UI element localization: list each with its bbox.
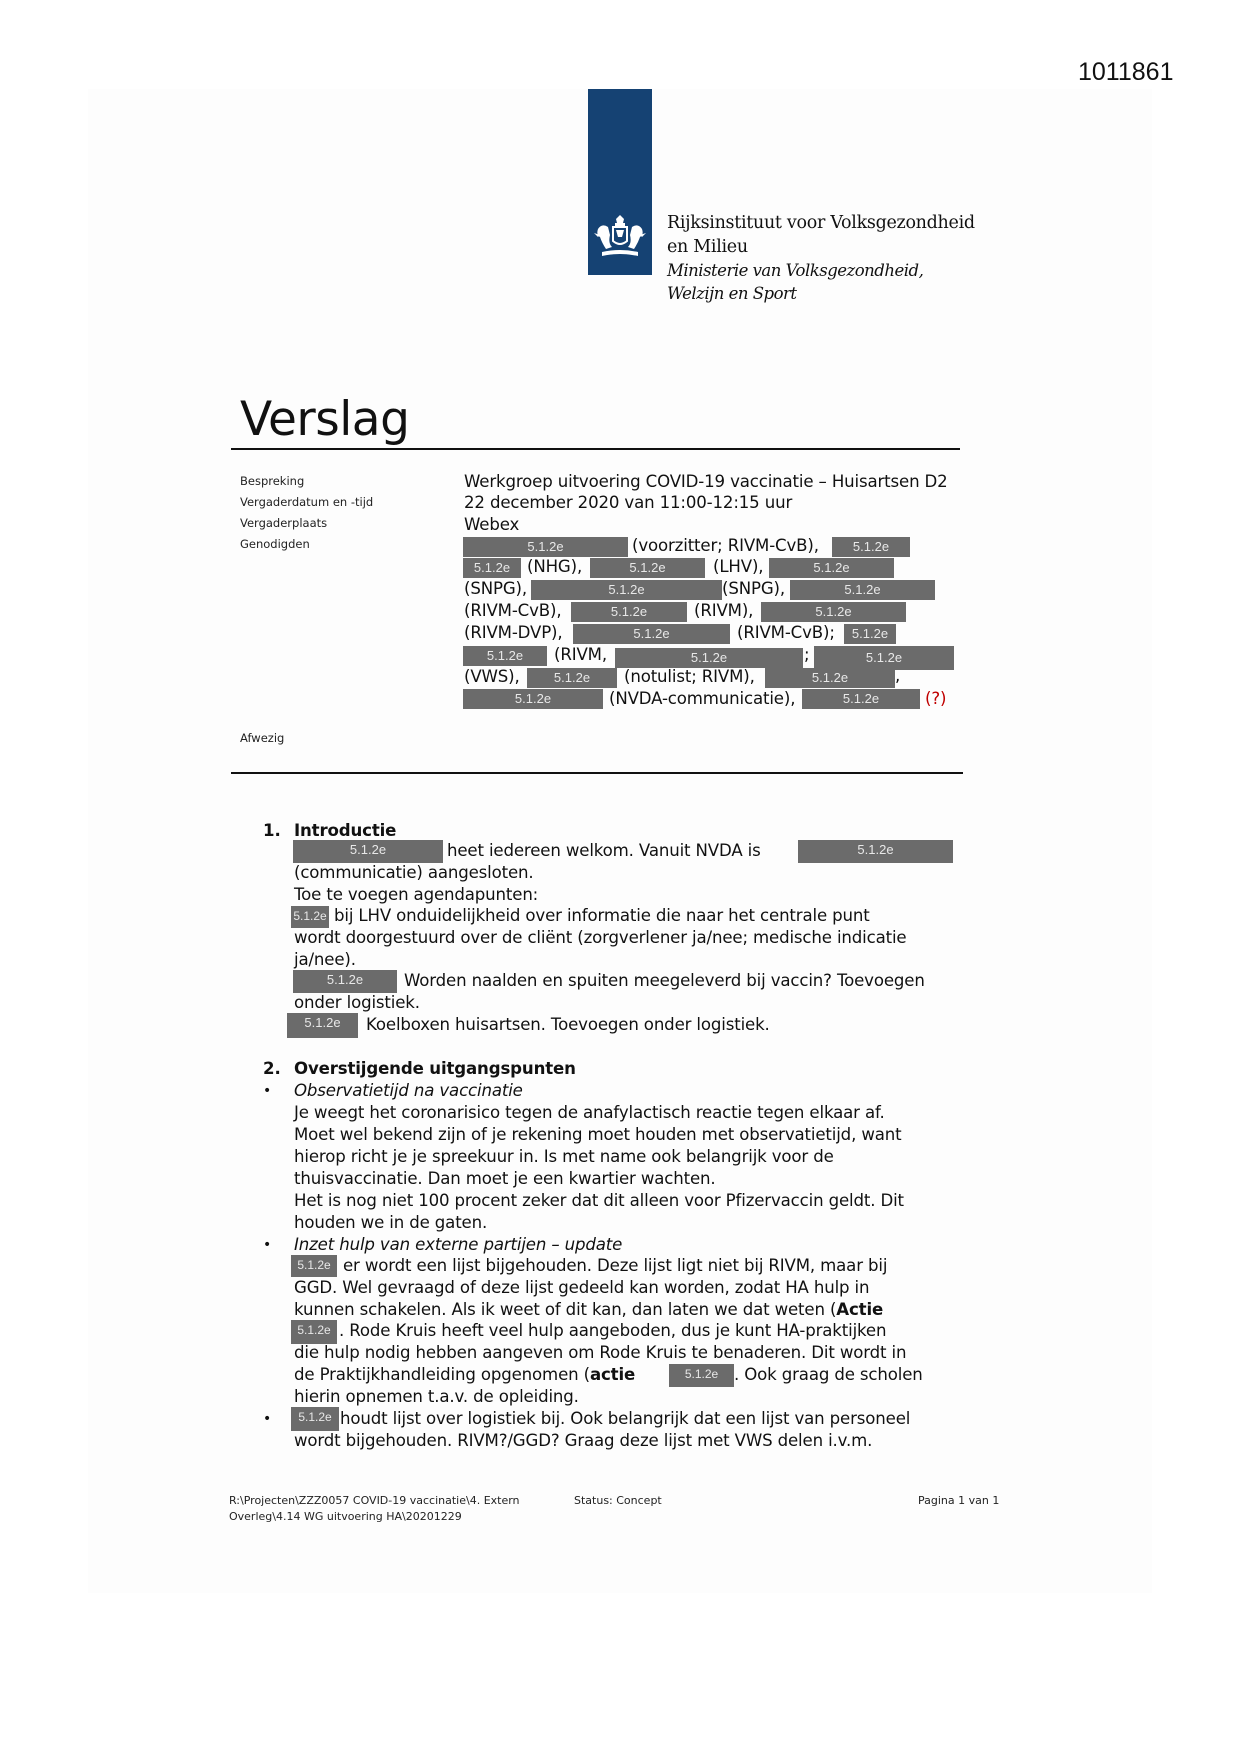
s1-line-9: Koelboxen huisartsen. Toevoegen onder logistiek.	[366, 1015, 770, 1034]
attendee-role: (RIVM),	[694, 601, 754, 620]
s2-b2-line-3: kunnen schakelen. Als ik weet of dit kan, dan laten we dat weten (Actie	[294, 1300, 884, 1319]
attendee-role: ;	[804, 645, 810, 664]
attendee-role: (RIVM,	[554, 645, 607, 664]
redaction-box: 5.1.2e	[761, 602, 906, 622]
s2-b2-line-2: GGD. Wel gevraagd of deze lijst gedeeld kan worden, zodat HA hulp in	[294, 1278, 870, 1297]
section-2-heading: Overstijgende uitgangspunten	[294, 1059, 576, 1078]
redaction-box: 5.1.2e	[291, 1407, 339, 1431]
logo-ministry-line-2: Welzijn en Sport	[667, 284, 797, 303]
section-1-heading: Introductie	[294, 821, 397, 840]
attendee-role: (VWS),	[464, 667, 520, 686]
document-id: 1011861	[1078, 58, 1174, 86]
bullet-icon: •	[263, 1083, 272, 1099]
attendee-role: (notulist; RIVM),	[624, 667, 755, 686]
s2-b1-line-5: Het is nog niet 100 procent zeker dat dit alleen voor Pfizervaccin geldt. Dit	[294, 1191, 904, 1210]
attendee-role: (RIVM-CvB),	[464, 601, 562, 620]
bullet-icon: •	[263, 1237, 272, 1253]
s2-b2-line-7: hierin opnemen t.a.v. de opleiding.	[294, 1387, 579, 1406]
s1-line-3: Toe te voegen agendapunten:	[294, 885, 539, 904]
redaction-box: 5.1.2e	[802, 689, 920, 709]
attendee-role: (SNPG),	[722, 579, 785, 598]
redaction-box: 5.1.2e	[790, 580, 935, 600]
logo-text	[667, 211, 975, 305]
s1-line-5: wordt doorgestuurd over de cliënt (zorgverlener ja/nee; medische indicatie	[294, 928, 907, 947]
s1-line-1: heet iedereen welkom. Vanuit NVDA is	[447, 841, 761, 860]
question-mark-note: (?)	[925, 689, 947, 708]
s2-b1-title: Observatietijd na vaccinatie	[294, 1081, 523, 1100]
s2-b2-line-6c: . Ook graag de scholen	[734, 1365, 923, 1384]
redaction-box: 5.1.2e	[463, 689, 603, 709]
redaction-box: 5.1.2e	[287, 1013, 358, 1038]
s2-b3-line-1: houdt lijst over logistiek bij. Ook belangrijk dat een lijst van personeel	[340, 1409, 911, 1428]
logo-org-line-2: en Milieu	[667, 237, 748, 257]
redaction-box: 5.1.2e	[293, 840, 443, 863]
attendee-role: ,	[895, 666, 901, 685]
meta-rule	[231, 772, 963, 774]
footer-path-line-2: Overleg\4.14 WG uitvoering HA\20201229	[229, 1510, 462, 1523]
redaction-box: 5.1.2e	[463, 646, 547, 666]
redaction-box: 5.1.2e	[291, 906, 329, 928]
attendee-role: (NHG),	[527, 557, 583, 576]
redaction-box: 5.1.2e	[765, 668, 895, 688]
meta-bespreking: Werkgroep uitvoering COVID-19 vaccinatie – Huisartsen D2	[464, 472, 948, 491]
redaction-box: 5.1.2e	[463, 558, 521, 578]
s2-b2-title: Inzet hulp van externe partijen – update	[294, 1235, 623, 1254]
section-2-number: 2.	[263, 1059, 281, 1078]
footer-path-line-1: R:\Projecten\ZZZ0057 COVID-19 vaccinatie\4. Extern	[229, 1494, 520, 1507]
bullet-icon: •	[263, 1411, 272, 1427]
redaction-box: 5.1.2e	[463, 537, 628, 557]
footer-page-number: Pagina 1 van 1	[918, 1494, 1000, 1507]
redaction-box: 5.1.2e	[571, 602, 687, 622]
meta-plaats: Webex	[464, 515, 520, 534]
label-afwezig: Afwezig	[240, 731, 285, 745]
redaction-box: 5.1.2e	[798, 840, 953, 863]
attendee-role: (voorzitter; RIVM-CvB),	[632, 536, 819, 555]
logo-ministry-line-1: Ministerie van Volksgezondheid,	[667, 261, 924, 280]
s1-line-4: bij LHV onduidelijkheid over informatie die naar het centrale punt	[334, 906, 870, 925]
section-1-number: 1.	[263, 821, 281, 840]
label-vergaderdatum: Vergaderdatum en -tijd	[240, 495, 374, 509]
redaction-box: 5.1.2e	[832, 537, 910, 557]
page-title: Verslag	[240, 392, 410, 447]
s2-b1-line-4: thuisvaccinatie. Dan moet je een kwartier wachten.	[294, 1169, 716, 1188]
redaction-box: 5.1.2e	[293, 970, 397, 993]
logo-org-line-1: Rijksinstituut voor Volksgezondheid	[667, 213, 975, 233]
redaction-box: 5.1.2e	[291, 1255, 337, 1277]
redaction-box: 5.1.2e	[527, 668, 617, 688]
redaction-box: 5.1.2e	[531, 580, 722, 600]
s2-b1-line-1: Je weegt het coronarisico tegen de anafylactisch reactie tegen elkaar af.	[294, 1103, 885, 1122]
redaction-box: 5.1.2e	[291, 1320, 337, 1344]
title-rule	[231, 448, 960, 450]
label-vergaderplaats: Vergaderplaats	[240, 516, 328, 530]
attendee-role: (SNPG),	[464, 579, 527, 598]
redaction-box: 5.1.2e	[769, 558, 894, 578]
s2-b2-line-4: . Rode Kruis heeft veel hulp aangeboden, dus je kunt HA-praktijken	[339, 1321, 887, 1340]
redaction-box: 5.1.2e	[814, 646, 954, 670]
redaction-box: 5.1.2e	[669, 1364, 734, 1387]
label-genodigden: Genodigden	[240, 537, 310, 551]
s1-line-7: Worden naalden en spuiten meegeleverd bij vaccin? Toevoegen	[404, 971, 925, 990]
attendee-role: (RIVM-DVP),	[464, 623, 563, 642]
s2-b1-line-2: Moet wel bekend zijn of je rekening moet houden met observatietijd, want	[294, 1125, 902, 1144]
redaction-box: 5.1.2e	[615, 648, 803, 668]
s2-b2-line-1: er wordt een lijst bijgehouden. Deze lijst ligt niet bij RIVM, maar bij	[343, 1256, 888, 1275]
redaction-box: 5.1.2e	[844, 624, 896, 644]
attendee-role: (LHV),	[713, 557, 764, 576]
attendee-role: (NVDA-communicatie),	[609, 689, 796, 708]
redaction-box: 5.1.2e	[590, 558, 705, 578]
royal-crest-icon	[592, 215, 648, 261]
s2-b2-line-5: die hulp nodig hebben aangeven om Rode Kruis te benaderen. Dit wordt in	[294, 1343, 907, 1362]
s2-b3-line-2: wordt bijgehouden. RIVM?/GGD? Graag deze lijst met VWS delen i.v.m.	[294, 1431, 873, 1450]
attendee-role: (RIVM-CvB);	[737, 623, 835, 642]
s2-b1-line-6: houden we in de gaten.	[294, 1213, 488, 1232]
s1-line-8: onder logistiek.	[294, 993, 420, 1012]
label-bespreking: Bespreking	[240, 474, 305, 488]
redaction-box: 5.1.2e	[573, 624, 730, 644]
logo-bar	[588, 89, 652, 275]
s1-line-6: ja/nee).	[294, 950, 356, 969]
s2-b1-line-3: hierop richt je je spreekuur in. Is met name ook belangrijk voor de	[294, 1147, 834, 1166]
s2-b2-line-6a: de Praktijkhandleiding opgenomen (actie	[294, 1365, 636, 1384]
s1-line-2: (communicatie) aangesloten.	[294, 863, 534, 882]
meta-datum: 22 december 2020 van 11:00-12:15 uur	[464, 493, 793, 512]
footer-status: Status: Concept	[574, 1494, 662, 1507]
